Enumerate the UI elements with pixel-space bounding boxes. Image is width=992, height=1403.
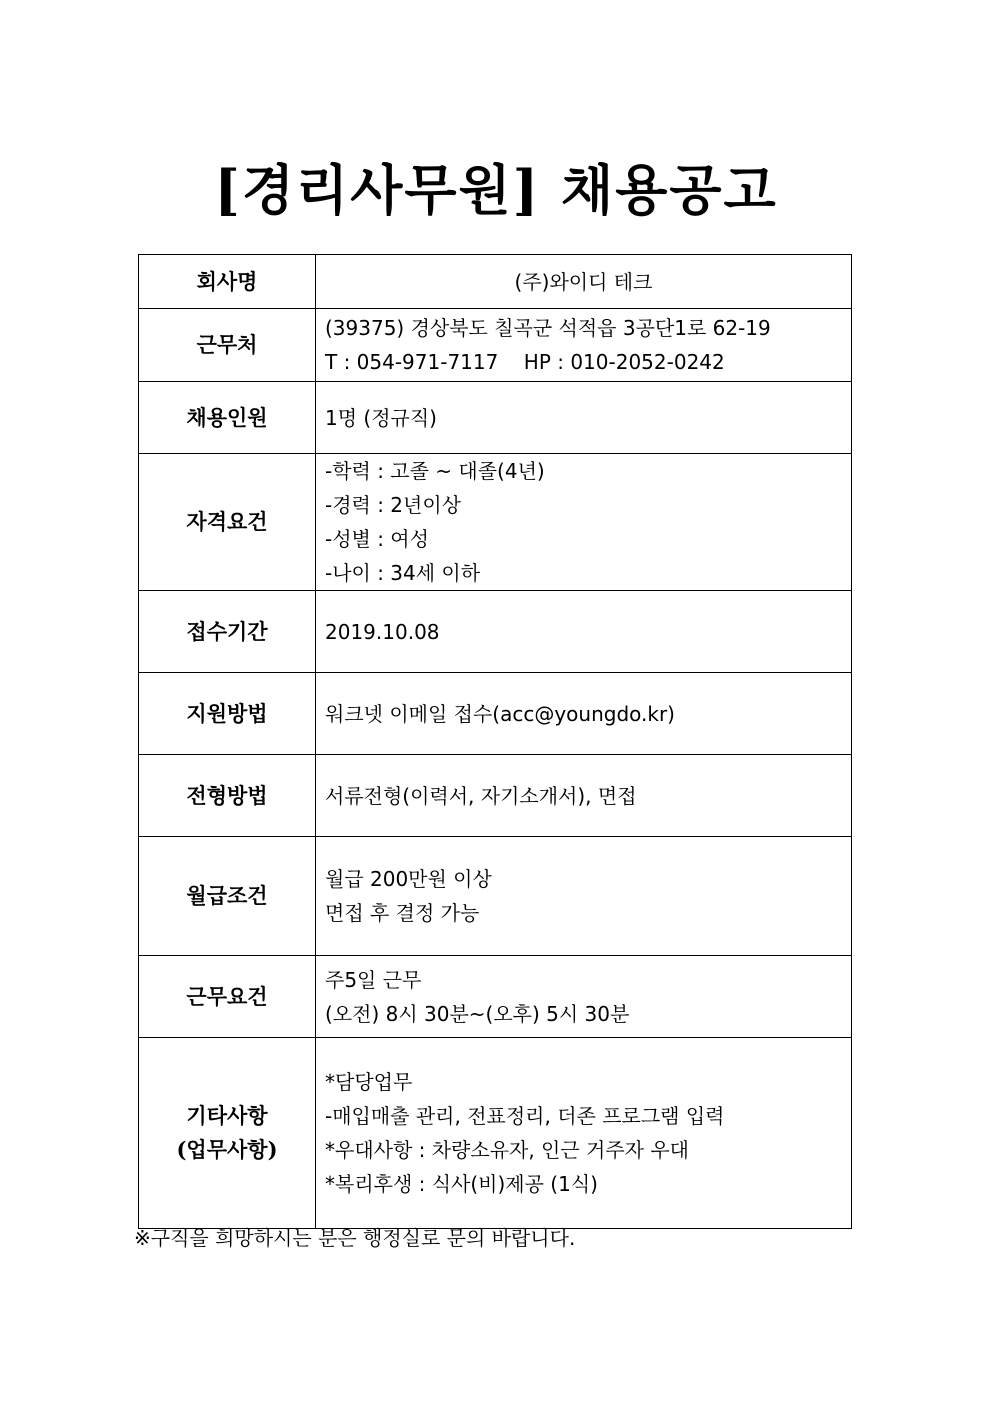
requirement-line: -학력 : 고졸 ~ 대졸(4년): [325, 459, 545, 483]
company-name: (주)와이디 테크: [514, 269, 653, 294]
row-value: [316, 591, 852, 673]
requirement-line: -나이 : 34세 이하: [325, 561, 481, 585]
row-value: [316, 673, 852, 755]
headcount: 1명 (정규직): [325, 405, 437, 430]
row-value: [316, 1038, 852, 1229]
requirement-line: -성별 : 여성: [325, 527, 429, 551]
table-row: [139, 591, 852, 673]
salary-line: 월급 200만원 이상: [325, 867, 492, 891]
row-label: 회사명: [139, 255, 316, 309]
selection-method: 서류전형(이력서, 자기소개서), 면접: [325, 783, 637, 808]
row-value: [316, 309, 852, 382]
row-label: 근무요건: [139, 956, 316, 1038]
table-row: [139, 382, 852, 454]
other-info-line: *담당업무: [325, 1070, 413, 1094]
row-label: [139, 1038, 316, 1229]
table-row: [139, 309, 852, 382]
table-row: [139, 837, 852, 956]
salary-line: 면접 후 결정 가능: [325, 901, 480, 925]
other-info-line: *복리후생 : 식사(비)제공 (1식): [325, 1172, 598, 1196]
row-value: [316, 956, 852, 1038]
table-row: [139, 454, 852, 591]
workplace-phone: T : 054-971-7117 HP : 010-2052-0242: [325, 350, 725, 374]
row-value: [316, 837, 852, 956]
row-value: [316, 382, 852, 454]
row-label: 접수기간: [139, 591, 316, 673]
workplace-address: (39375) 경상북도 칠곡군 석적읍 3공단1로 62-19: [325, 316, 771, 340]
row-label: 근무처: [139, 309, 316, 382]
other-info-line: *우대사항 : 차량소유자, 인근 거주자 우대: [325, 1138, 690, 1162]
row-label-line: 기타사항: [186, 1103, 268, 1128]
application-method: 워크넷 이메일 접수(acc@youngdo.kr): [325, 701, 675, 726]
row-label: 지원방법: [139, 673, 316, 755]
row-label: 전형방법: [139, 755, 316, 837]
row-label: 자격요건: [139, 454, 316, 591]
page-title: [경리사무원] 채용공고: [214, 158, 778, 222]
requirement-line: -경력 : 2년이상: [325, 493, 461, 517]
work-condition-line: (오전) 8시 30분~(오후) 5시 30분: [325, 1001, 630, 1026]
row-value: [316, 454, 852, 591]
application-period: 2019.10.08: [325, 619, 440, 644]
table-row: [139, 673, 852, 755]
other-info-line: -매입매출 관리, 전표정리, 더존 프로그램 입력: [325, 1104, 725, 1128]
row-label: 채용인원: [139, 382, 316, 454]
row-label: 월급조건: [139, 837, 316, 956]
row-value: [316, 255, 852, 309]
footnote: ※구직을 희망하시는 분은 행정실로 문의 바랍니다.: [134, 1226, 576, 1250]
job-posting-table: [138, 254, 852, 1229]
row-value: [316, 755, 852, 837]
table-row: [139, 956, 852, 1038]
row-label-line: (업무사항): [176, 1137, 278, 1162]
work-condition-line: 주5일 근무: [325, 967, 422, 992]
table-row: [139, 255, 852, 309]
table-row: [139, 755, 852, 837]
table-row: [139, 1038, 852, 1229]
